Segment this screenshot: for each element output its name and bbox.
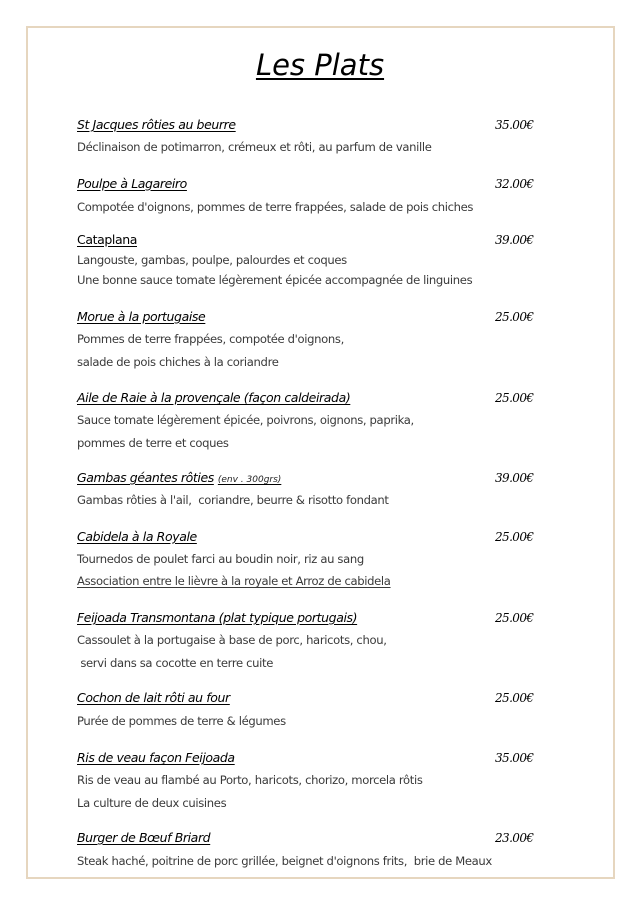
menu-item-description: pommes de terre et coques	[77, 436, 229, 450]
menu-item-description: Compotée d'oignons, pommes de terre frappées, salade de pois chiches	[77, 200, 474, 214]
menu-item-price: 25.00€	[495, 530, 534, 544]
menu-item-price: 39.00€	[495, 471, 534, 485]
menu-item-price: 25.00€	[495, 391, 534, 405]
menu-item-name: Feijoada Transmontana (plat typique portugais)	[77, 610, 358, 625]
menu-item-name: Cataplana	[77, 232, 137, 247]
menu-item-description: Cassoulet à la portugaise à base de porc, haricots, chou,	[77, 633, 387, 647]
menu-item-description: Pommes de terre frappées, compotée d'oignons,	[77, 332, 344, 346]
menu-item-price: 35.00€	[495, 751, 534, 765]
menu-item-price: 23.00€	[495, 831, 534, 845]
menu-item-name: Poulpe à Lagareiro	[77, 176, 187, 191]
menu-item-description: Steak haché, poitrine de porc grillée, beignet d'oignons frits, brie de Meaux	[77, 854, 492, 868]
menu-item-price: 35.00€	[495, 118, 534, 132]
menu-item-name: Ris de veau façon Feijoada	[77, 750, 235, 765]
menu-item-price: 39.00€	[495, 233, 534, 247]
menu-item-description: Sauce tomate légèrement épicée, poivrons, oignons, paprika,	[77, 413, 414, 427]
menu-item-price: 25.00€	[495, 310, 534, 324]
menu-item-description: Association entre le lièvre à la royale et Arroz de cabidela	[77, 574, 391, 588]
menu-item-description: Ris de veau au flambé au Porto, haricots, chorizo, morcela rôtis	[77, 773, 423, 787]
menu-item-description: salade de pois chiches à la coriandre	[77, 355, 279, 369]
menu-item-description: La culture de deux cuisines	[77, 796, 227, 810]
page-title	[0, 46, 640, 84]
menu-item-name-text: Gambas géantes rôties	[77, 470, 214, 485]
menu-item-name: Morue à la portugaise	[77, 309, 206, 324]
menu-item-description: Purée de pommes de terre & légumes	[77, 714, 286, 728]
menu-item-name: Aile de Raie à la provençale (façon caldeirada)	[77, 390, 351, 405]
menu-item-note: (env . 300grs)	[217, 475, 282, 485]
menu-item-name: Cabidela à la Royale	[77, 529, 197, 544]
menu-item-description: Une bonne sauce tomate légèrement épicée accompagnée de linguines	[77, 273, 473, 287]
page-title-text: Les Plats	[255, 48, 385, 82]
menu-item-description: Gambas rôties à l'ail, coriandre, beurre & risotto fondant	[77, 493, 389, 507]
menu-item-price: 25.00€	[495, 691, 534, 705]
menu-item-description: Déclinaison de potimarron, crémeux et rôti, au parfum de vanille	[77, 140, 432, 154]
menu-item-name: Cochon de lait rôti au four	[77, 690, 230, 705]
menu-item-description: Tournedos de poulet farci au boudin noir, riz au sang	[77, 552, 364, 566]
menu-item-price: 32.00€	[495, 177, 534, 191]
menu-item-price: 25.00€	[495, 611, 534, 625]
menu-item-description: servi dans sa cocotte en terre cuite	[77, 656, 274, 670]
menu-item-name	[77, 470, 281, 488]
menu-item-name: St Jacques rôties au beurre	[77, 117, 236, 132]
menu-item-description: Langouste, gambas, poulpe, palourdes et coques	[77, 253, 347, 267]
menu-item-name: Burger de Bœuf Briard	[77, 830, 211, 845]
